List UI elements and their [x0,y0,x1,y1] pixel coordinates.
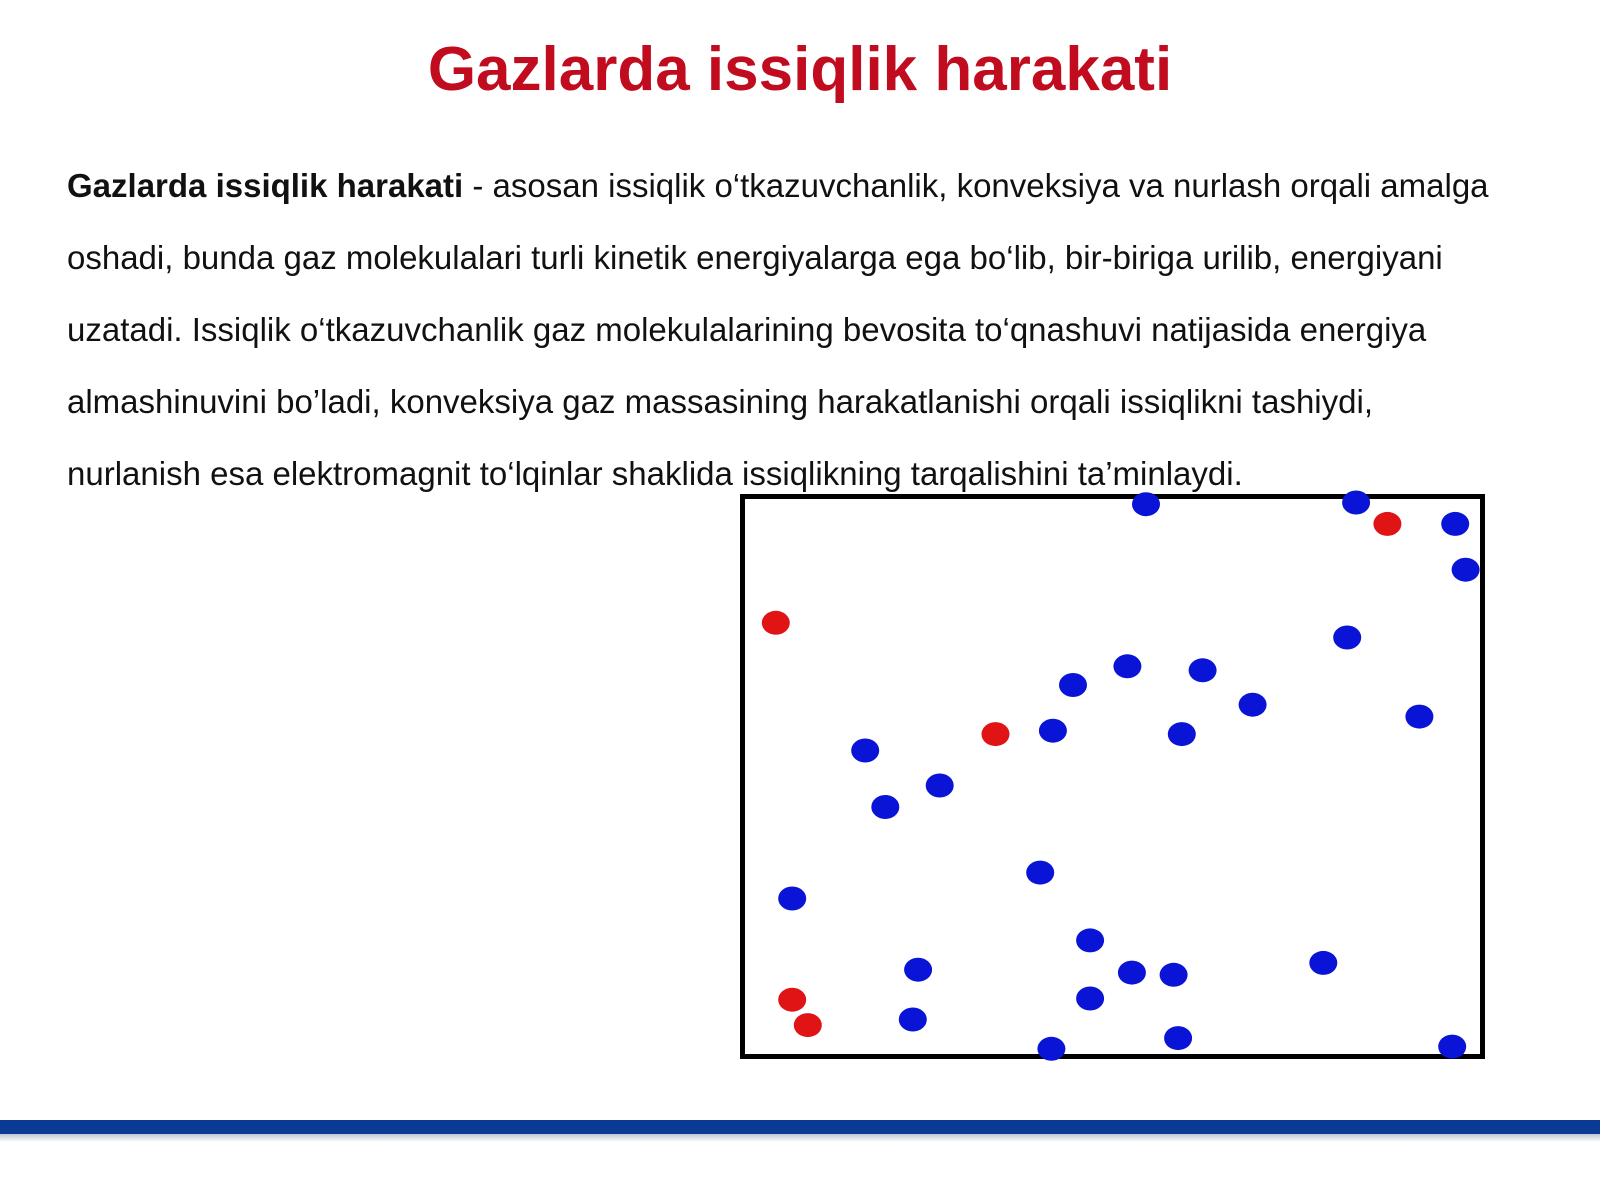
blue-molecule [1309,951,1337,975]
blue-molecule [1168,722,1196,746]
blue-molecule [899,1008,927,1032]
blue-molecule [778,887,806,911]
blue-molecule [1438,1035,1466,1059]
body-definition: - asosan issiqlik o‘tkazuvchanlik, konveksiya va nurlash orqali amalga oshadi, bunda gaz molekulalari turli kinetik energiyalarga ega bo‘lib, bir-biriga urilib, energiyani uzatadi. Issiqlik o‘tkazuvchanlik gaz molekulalarining bevosita to‘qnashuvi natijasida energiya almashinuvini bo’ladi, konveksiya gaz massasining harakatlanishi orqali issiqlikni tashiydi, nurlanish esa elektromagnit to‘lqinlar shaklida issiqlikning tarqalishini ta’minlaydi. [67,167,1489,492]
blue-molecule [1164,1026,1192,1050]
footer-rule-shadow [0,1134,1600,1142]
blue-molecule [1452,558,1480,582]
blue-molecule [1333,626,1361,650]
blue-molecule [1342,491,1370,515]
blue-molecule [926,774,954,798]
blue-molecule [1132,492,1160,516]
slide-title: Gazlarda issiqlik harakati [427,35,1173,104]
footer-rule [0,1120,1600,1134]
blue-molecule [1239,693,1267,717]
gas-molecules-diagram [740,494,1485,1059]
body-paragraph [67,150,1497,510]
blue-molecule [851,739,879,763]
red-molecule [778,988,806,1012]
red-molecule [1373,512,1401,536]
molecule-layer [762,491,1480,1061]
blue-molecule [1076,928,1104,952]
red-molecule [982,722,1010,746]
red-molecule [762,611,790,635]
blue-molecule [1441,512,1469,536]
blue-molecule [1189,658,1217,682]
blue-molecule [1076,987,1104,1011]
blue-molecule [871,795,899,819]
blue-molecule [1160,963,1188,987]
body-term: Gazlarda issiqlik harakati [67,167,464,204]
red-molecule [794,1013,822,1037]
blue-molecule [1037,1037,1065,1061]
blue-molecule [1118,961,1146,985]
blue-molecule [1026,861,1054,885]
gas-container [743,497,1483,1057]
blue-molecule [1405,705,1433,729]
blue-molecule [1059,673,1087,697]
blue-molecule [904,958,932,982]
blue-molecule [1113,654,1141,678]
blue-molecule [1039,719,1067,743]
